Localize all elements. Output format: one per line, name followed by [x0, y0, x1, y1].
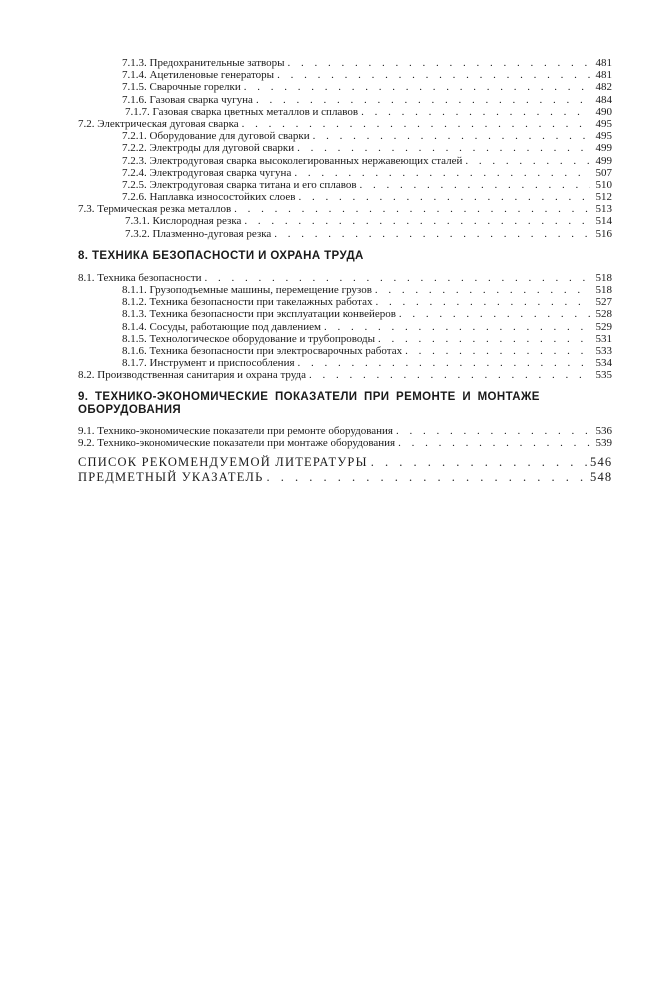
dot-leader [205, 272, 590, 284]
chapter-9-heading: 9. ТЕХНИКО-ЭКОНОМИЧЕСКИЕ ПОКАЗАТЕЛИ ПРИ РЕМОНТЕ И МОНТАЖЕ ОБОРУДОВАНИЯ [78, 390, 540, 416]
toc-entry-title: 8.1.2. Техника безопасности при такелажных работах [122, 296, 373, 309]
toc-entry-page: 490 [595, 105, 612, 118]
toc-entry-title: 7.1.3. Предохранительные затворы [122, 57, 285, 69]
dot-leader [361, 106, 590, 118]
toc-entry [0, 57, 612, 69]
dot-leader [299, 191, 591, 203]
toc-entry [0, 333, 612, 345]
dot-leader [294, 167, 590, 179]
toc-entry [0, 369, 612, 381]
toc-entry-page: 495 [595, 117, 612, 130]
toc-entry [0, 296, 612, 308]
toc-entry-page: 513 [595, 203, 612, 216]
toc-entry [0, 437, 612, 449]
toc-entry-page: 527 [595, 296, 612, 309]
toc-entry-page: 499 [595, 142, 612, 155]
dot-leader [242, 118, 590, 130]
toc-entry-title: 8.1.4. Сосуды, работающие под давлением [122, 320, 321, 333]
toc-entry-title: 7.1.4. Ацетиленовые генераторы [122, 69, 275, 82]
toc-entry-page: 533 [595, 344, 612, 357]
dot-leader [244, 81, 590, 93]
toc-entry-page: 518 [595, 271, 612, 284]
toc-entry-page: 481 [595, 69, 612, 82]
toc-entry-page: 548 [590, 469, 613, 484]
toc-entry [0, 191, 612, 203]
dot-leader [375, 284, 590, 296]
toc-entry [0, 142, 612, 154]
toc-entry-page: 514 [595, 215, 612, 228]
toc-entry-page: 512 [595, 191, 612, 204]
chapter-8-heading: 8. ТЕХНИКА БЕЗОПАСНОСТИ И ОХРАНА ТРУДА [78, 249, 364, 262]
toc-section-8 [0, 272, 612, 382]
toc-entry-title: 8.1.5. Технологическое оборудование и трубопроводы [122, 332, 376, 345]
toc-entry-page: 534 [595, 357, 612, 370]
toc-entry-page: 518 [595, 284, 612, 296]
toc-section-7 [0, 57, 612, 240]
toc-entry-title: 8.1.1. Грузоподъемные машины, перемещение грузов [122, 284, 372, 296]
toc-section-9 [0, 425, 612, 449]
dot-leader [288, 57, 590, 69]
toc-entry-page: 507 [595, 166, 612, 179]
toc-entry [0, 94, 612, 106]
toc-entry-page: 546 [590, 454, 613, 469]
toc-entry-title: ПРЕДМЕТНЫЙ УКАЗАТЕЛЬ [78, 469, 264, 484]
toc-entry-page: 495 [595, 130, 612, 143]
toc-entry [0, 215, 612, 227]
toc-entry-title: 7.1.5. Сварочные горелки [122, 81, 241, 94]
toc-entry-literature [0, 455, 612, 470]
toc-entry-title: 7.3.2. Плазменно-дуговая резка [125, 227, 272, 240]
toc-entry-title: 7.2.5. Электродуговая сварка титана и его сплавов [122, 178, 357, 191]
toc-entry-page: 482 [595, 81, 612, 94]
dot-leader [309, 369, 590, 381]
dot-leader [297, 142, 590, 154]
toc-entry [0, 284, 612, 296]
toc-entry-page: 528 [595, 308, 612, 321]
toc-entry [0, 321, 612, 333]
toc-entry-title: 9.1. Технико-экономические показатели при ремонте оборудования [78, 424, 393, 437]
toc-entry-title: 7.3. Термическая резка металлов [78, 203, 232, 216]
toc-entry-title: 7.2.4. Электродуговая сварка чугуна [122, 166, 292, 179]
toc-entry [0, 81, 612, 93]
toc-entry-page: 516 [595, 227, 612, 240]
toc-entry [0, 228, 612, 240]
toc-entry-page: 531 [595, 332, 612, 345]
toc-entry [0, 308, 612, 320]
toc-entry [0, 425, 612, 437]
toc-entry-page: 481 [595, 57, 612, 69]
toc-entry-title: 8.1. Техника безопасности [78, 271, 202, 284]
toc-entry-title: 9.2. Технико-экономические показатели при монтаже оборудования [78, 436, 396, 449]
toc-entry-page: 499 [595, 154, 612, 167]
toc-entry-page: 539 [595, 436, 612, 449]
toc-entry [0, 118, 612, 130]
toc-entry [0, 167, 612, 179]
toc-entry-title: 8.2. Производственная санитария и охрана труда [78, 369, 307, 382]
toc-entry [0, 69, 612, 81]
dot-leader [399, 308, 590, 320]
toc-entry-title: 7.2.6. Наплавка износостойких слоев [122, 191, 296, 204]
dot-leader [375, 296, 590, 308]
dot-leader [244, 215, 590, 227]
dot-leader [378, 333, 590, 345]
toc-entry [0, 203, 612, 215]
toc-entry-title: 7.2. Электрическая дуговая сварка [78, 117, 239, 130]
toc-entry-page: 529 [595, 320, 612, 333]
toc-entry-title: 7.3.1. Кислородная резка [125, 215, 242, 228]
toc-entry-index [0, 470, 612, 485]
table-of-contents [0, 57, 612, 485]
dot-leader [465, 155, 590, 167]
dot-leader [234, 203, 590, 215]
dot-leader [266, 470, 590, 485]
dot-leader [396, 425, 590, 437]
toc-entry [0, 155, 612, 167]
toc-entry [0, 179, 612, 191]
toc-entry-title: 7.2.1. Оборудование для дуговой сварки [122, 130, 310, 143]
toc-entry-title: 8.1.6. Техника безопасности при электросварочных работах [122, 344, 403, 357]
dot-leader [324, 321, 590, 333]
toc-entry-title: СПИСОК РЕКОМЕНДУЕМОЙ ЛИТЕРАТУРЫ [78, 454, 368, 469]
toc-entry-title: 7.2.2. Электроды для дуговой сварки [122, 142, 295, 155]
toc-entry-title: 7.1.7. Газовая сварка цветных металлов и сплавов [125, 105, 359, 118]
toc-entry [0, 272, 612, 284]
toc-entry-title: 7.2.3. Электродуговая сварка высоколегированных нержавеющих сталей [122, 154, 463, 167]
toc-entry-page: 484 [595, 93, 612, 106]
toc-entry [0, 357, 612, 369]
dot-leader [277, 69, 590, 81]
dot-leader [256, 94, 590, 106]
toc-entry-title: 8.1.3. Техника безопасности при эксплуатации конвейеров [122, 308, 396, 321]
dot-leader [298, 357, 590, 369]
dot-leader [398, 437, 590, 449]
dot-leader [360, 179, 590, 191]
toc-entry [0, 345, 612, 357]
toc-entry-page: 536 [595, 424, 612, 437]
toc-entry-title: 7.1.6. Газовая сварка чугуна [122, 93, 253, 106]
toc-entry-page: 535 [595, 369, 612, 382]
dot-leader [313, 130, 590, 142]
dot-leader [371, 455, 590, 470]
toc-entry [0, 130, 612, 142]
toc-entry-page: 510 [595, 178, 612, 191]
dot-leader [405, 345, 590, 357]
toc-entry [0, 106, 612, 118]
dot-leader [274, 228, 590, 240]
toc-entry-title: 8.1.7. Инструмент и приспособления [122, 357, 295, 370]
